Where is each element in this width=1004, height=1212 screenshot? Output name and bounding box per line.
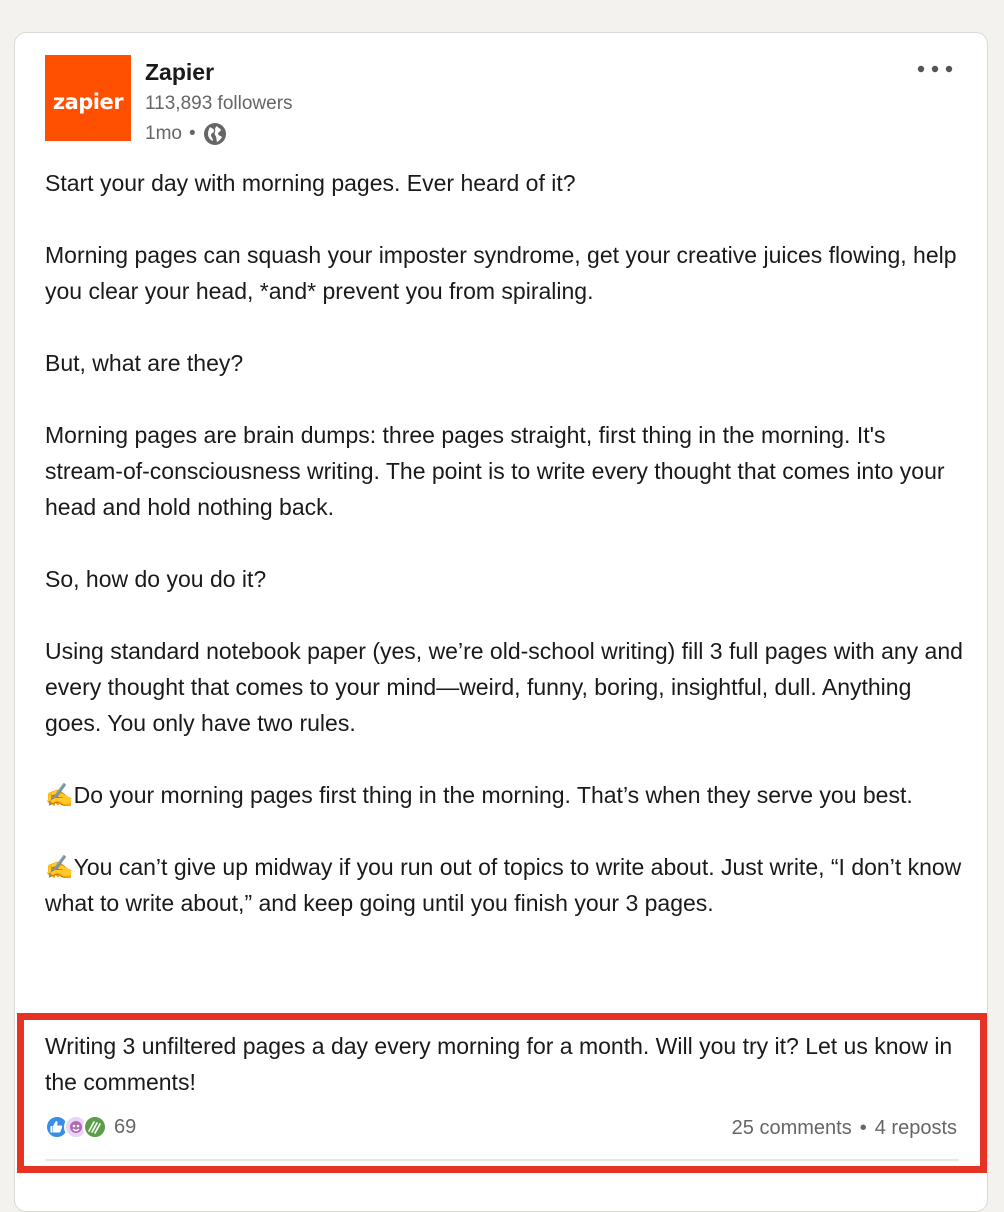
post-paragraph: Morning pages can squash your imposter syndrome, get your creative juices flowing, help you clear your head, *and* prevent you from spiraling. [45,242,957,304]
engagement-stats [732,1117,957,1140]
post-body [45,165,965,921]
post-paragraph: ✍️Do your morning pages first thing in the morning. That’s when they serve you best. [45,782,913,808]
globe-icon [203,122,227,146]
author-name[interactable]: Zapier [145,59,215,85]
support-icon [83,1115,107,1139]
post-paragraph: Start your day with morning pages. Ever heard of it? [45,170,576,196]
reposts-link[interactable]: 4 reposts [874,1117,957,1139]
post-meta [145,122,227,146]
reaction-count: 69 [114,1115,137,1138]
post-paragraph: Using standard notebook paper (yes, we’re old-school writing) fill 3 full pages with any and every thought that comes to your mind—weird, funny, boring, insightful, dull. Anything goes. You only have two rules. [45,638,963,736]
ellipsis-icon [915,65,955,73]
divider [45,1159,959,1161]
post-time: 1mo [145,123,182,144]
post-paragraph: But, what are they? [45,350,244,376]
post-closing-text: Writing 3 unfiltered pages a day every morning for a month. Will you try it? Let us know in the comments! [45,1033,953,1095]
post-paragraph: So, how do you do it? [45,566,267,592]
follower-count: 113,893 followers [145,93,293,114]
post-paragraph: ✍️You can’t give up midway if you run out of topics to write about. Just write, “I don’t know what to write about,” and keep going until you finish your 3 pages. [45,854,962,916]
more-options-button[interactable] [913,55,957,83]
post-card [14,32,988,1212]
company-logo[interactable] [45,55,131,141]
comments-link[interactable]: 25 comments [731,1117,852,1139]
logo-wordmark: zapier [52,90,124,114]
stats-separator: • [859,1117,867,1139]
reactions-summary[interactable] [45,1115,136,1139]
meta-separator: • [188,123,196,144]
post-paragraph: Morning pages are brain dumps: three pages straight, first thing in the morning. It's stream-of-consciousness writing. The point is to write every thought that comes into your head and hold nothing back. [45,422,945,520]
